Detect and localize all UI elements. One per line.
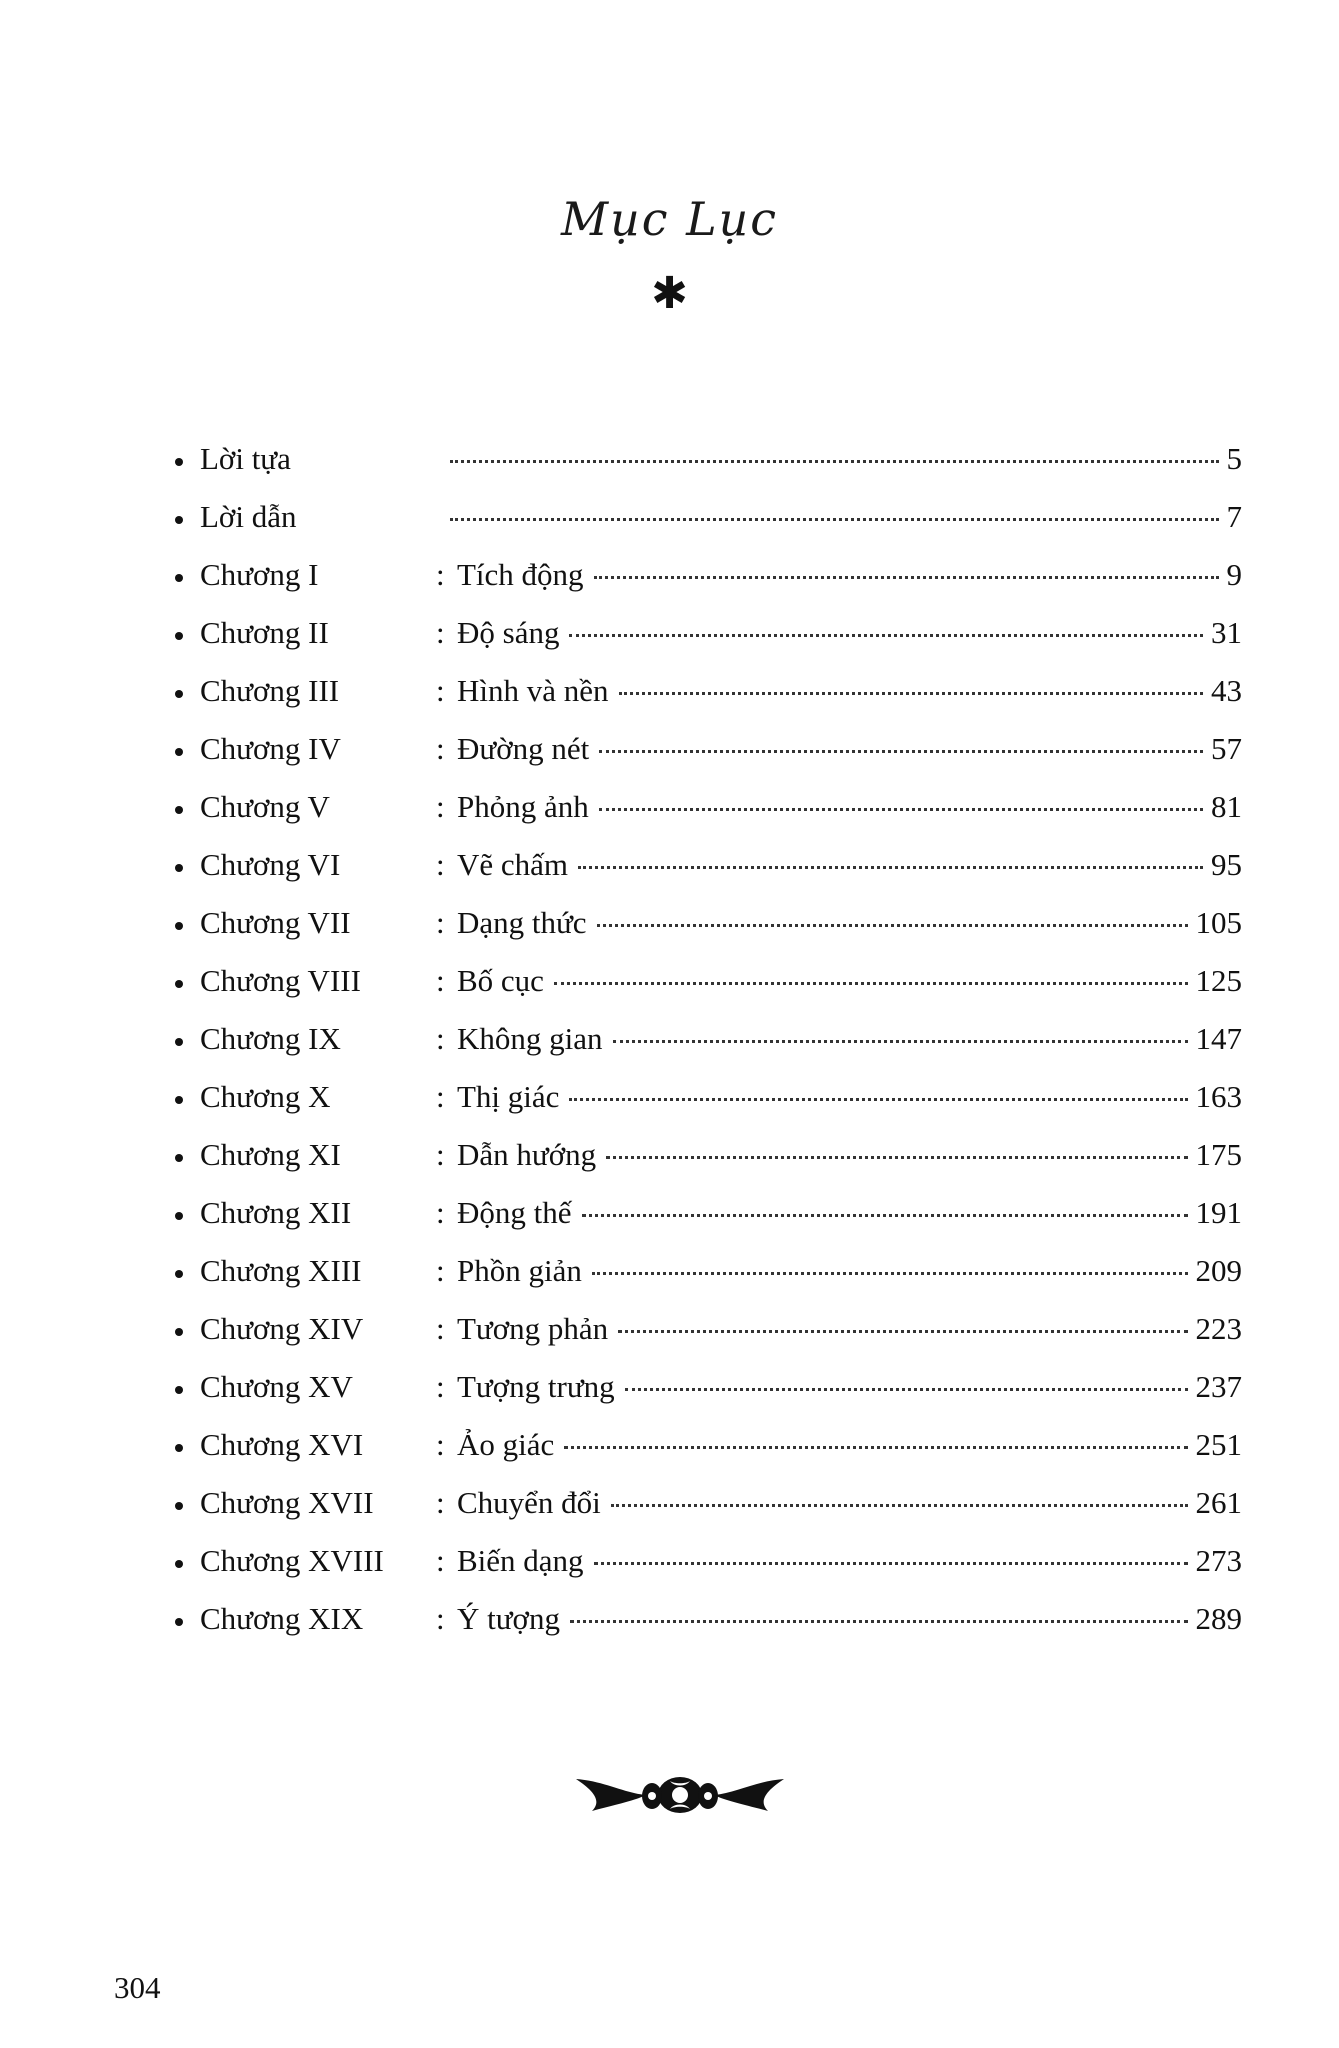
separator-colon: : bbox=[436, 1369, 445, 1404]
section-title: Không gian bbox=[457, 1021, 603, 1056]
chapter-label: Chương XII bbox=[200, 1195, 352, 1230]
chapter-label: Lời tựa bbox=[200, 441, 291, 476]
page-ref: 7 bbox=[1226, 499, 1242, 534]
toc-entry bbox=[170, 1242, 1242, 1300]
section-title: Phỏng ảnh bbox=[457, 789, 589, 824]
bullet-icon bbox=[170, 1590, 188, 1648]
separator-colon: : bbox=[436, 1485, 445, 1520]
toc-entry bbox=[170, 1532, 1242, 1590]
bullet-icon bbox=[170, 604, 188, 662]
dot-leader bbox=[618, 1330, 1187, 1333]
chapter-label: Chương X bbox=[200, 1079, 331, 1114]
page-ref: 147 bbox=[1195, 1021, 1242, 1056]
page-ref: 223 bbox=[1195, 1311, 1242, 1346]
section-title: Ý tượng bbox=[457, 1601, 560, 1636]
chapter-label: Chương I bbox=[200, 557, 319, 592]
bullet-icon bbox=[170, 546, 188, 604]
toc-entry bbox=[170, 1184, 1242, 1242]
chapter-label: Chương XVII bbox=[200, 1485, 374, 1520]
bullet-icon bbox=[170, 488, 188, 546]
section-title: Tương phản bbox=[457, 1311, 609, 1346]
bullet-icon bbox=[170, 778, 188, 836]
toc-entry bbox=[170, 488, 1242, 546]
page-ref: 95 bbox=[1211, 847, 1242, 882]
dot-leader bbox=[613, 1040, 1188, 1043]
section-title: Tượng trưng bbox=[457, 1369, 615, 1404]
page-ref: 163 bbox=[1195, 1079, 1242, 1114]
bullet-icon bbox=[170, 952, 188, 1010]
page-ref: 289 bbox=[1195, 1601, 1242, 1636]
dot-leader bbox=[619, 692, 1203, 695]
dot-leader bbox=[625, 1388, 1188, 1391]
chapter-label: Chương XIII bbox=[200, 1253, 362, 1288]
dot-leader bbox=[450, 460, 1219, 463]
toc-entry bbox=[170, 1474, 1242, 1532]
dot-leader bbox=[597, 924, 1188, 927]
bullet-icon bbox=[170, 720, 188, 778]
separator-colon: : bbox=[436, 731, 445, 766]
dot-leader bbox=[594, 576, 1219, 579]
chapter-label: Chương VIII bbox=[200, 963, 361, 998]
separator-colon: : bbox=[436, 1253, 445, 1288]
page-ref: 31 bbox=[1211, 615, 1242, 650]
chapter-label: Chương III bbox=[200, 673, 340, 708]
separator-colon: : bbox=[436, 1021, 445, 1056]
bullet-icon bbox=[170, 1416, 188, 1474]
chapter-label: Chương XI bbox=[200, 1137, 341, 1172]
toc-entry bbox=[170, 952, 1242, 1010]
page-ref: 191 bbox=[1195, 1195, 1242, 1230]
chapter-label: Chương IV bbox=[200, 731, 341, 766]
page-ref: 57 bbox=[1211, 731, 1242, 766]
chapter-label: Chương XIV bbox=[200, 1311, 364, 1346]
section-title: Dẫn hướng bbox=[457, 1137, 597, 1172]
page-ref: 273 bbox=[1195, 1543, 1242, 1578]
separator-colon: : bbox=[436, 1543, 445, 1578]
chapter-label: Chương XVIII bbox=[200, 1543, 384, 1578]
chapter-label: Chương II bbox=[200, 615, 329, 650]
separator-colon: : bbox=[436, 1601, 445, 1636]
toc-entry bbox=[170, 1126, 1242, 1184]
table-of-contents bbox=[170, 430, 1242, 1648]
toc-entry bbox=[170, 546, 1242, 604]
section-title: Phồn giản bbox=[457, 1253, 582, 1288]
bullet-icon bbox=[170, 662, 188, 720]
page-number: 304 bbox=[114, 1970, 161, 2005]
separator-colon: : bbox=[436, 1079, 445, 1114]
dot-leader bbox=[450, 518, 1219, 521]
toc-entry bbox=[170, 894, 1242, 952]
toc-entry bbox=[170, 1416, 1242, 1474]
toc-entry bbox=[170, 430, 1242, 488]
bullet-icon bbox=[170, 1300, 188, 1358]
toc-entry bbox=[170, 720, 1242, 778]
dot-leader bbox=[569, 634, 1203, 637]
page-ref: 125 bbox=[1195, 963, 1242, 998]
separator-colon: : bbox=[436, 1137, 445, 1172]
section-title: Động thế bbox=[457, 1195, 572, 1230]
toc-entry bbox=[170, 1010, 1242, 1068]
dot-leader bbox=[611, 1504, 1188, 1507]
separator-colon: : bbox=[436, 847, 445, 882]
dot-leader bbox=[592, 1272, 1188, 1275]
bullet-icon bbox=[170, 1126, 188, 1184]
toc-entry bbox=[170, 1358, 1242, 1416]
separator-colon: : bbox=[436, 1195, 445, 1230]
decorative-flourish-icon bbox=[574, 1771, 786, 1819]
bullet-icon bbox=[170, 1242, 188, 1300]
chapter-label: Chương IX bbox=[200, 1021, 341, 1056]
toc-entry bbox=[170, 778, 1242, 836]
page-ref: 105 bbox=[1195, 905, 1242, 940]
section-title: Hình và nền bbox=[457, 673, 609, 708]
bullet-icon bbox=[170, 1010, 188, 1068]
page-title: Mục Lục bbox=[560, 192, 779, 246]
bullet-icon bbox=[170, 430, 188, 488]
section-title: Độ sáng bbox=[457, 615, 560, 650]
section-title: Thị giác bbox=[457, 1079, 560, 1114]
separator-colon: : bbox=[436, 557, 445, 592]
bullet-icon bbox=[170, 836, 188, 894]
toc-entry bbox=[170, 836, 1242, 894]
dot-leader bbox=[606, 1156, 1187, 1159]
toc-entry bbox=[170, 604, 1242, 662]
separator-colon: : bbox=[436, 963, 445, 998]
separator-colon: : bbox=[436, 1427, 445, 1462]
chapter-label: Lời dẫn bbox=[200, 499, 297, 534]
section-title: Bố cục bbox=[457, 963, 544, 998]
toc-entry bbox=[170, 1068, 1242, 1126]
section-title: Tích động bbox=[457, 557, 584, 592]
bullet-icon bbox=[170, 1358, 188, 1416]
page-ref: 81 bbox=[1211, 789, 1242, 824]
dot-leader bbox=[554, 982, 1188, 985]
toc-entry bbox=[170, 1300, 1242, 1358]
page-ref: 237 bbox=[1195, 1369, 1242, 1404]
page-ref: 5 bbox=[1226, 441, 1242, 476]
section-title: Vẽ chấm bbox=[457, 847, 569, 882]
page-ref: 251 bbox=[1195, 1427, 1242, 1462]
page-ref: 9 bbox=[1226, 557, 1242, 592]
section-title: Dạng thức bbox=[457, 905, 587, 940]
toc-entry bbox=[170, 1590, 1242, 1648]
toc-entry bbox=[170, 662, 1242, 720]
separator-colon: : bbox=[436, 905, 445, 940]
dot-leader bbox=[594, 1562, 1188, 1565]
chapter-label: Chương XIX bbox=[200, 1601, 364, 1636]
dot-leader bbox=[578, 866, 1203, 869]
dot-leader bbox=[582, 1214, 1188, 1217]
chapter-label: Chương VI bbox=[200, 847, 341, 882]
bullet-icon bbox=[170, 1068, 188, 1126]
chapter-label: Chương XV bbox=[200, 1369, 353, 1404]
section-title: Biến dạng bbox=[457, 1543, 584, 1578]
page-ref: 175 bbox=[1195, 1137, 1242, 1172]
chapter-label: Chương VII bbox=[200, 905, 351, 940]
bullet-icon bbox=[170, 1184, 188, 1242]
separator-colon: : bbox=[436, 789, 445, 824]
dot-leader bbox=[569, 1098, 1187, 1101]
separator-colon: : bbox=[436, 615, 445, 650]
separator-colon: : bbox=[436, 673, 445, 708]
page-ref: 261 bbox=[1195, 1485, 1242, 1520]
dot-leader bbox=[564, 1446, 1187, 1449]
page-ref: 43 bbox=[1211, 673, 1242, 708]
section-title: Đường nét bbox=[457, 731, 590, 766]
dot-leader bbox=[599, 808, 1203, 811]
page-ref: 209 bbox=[1195, 1253, 1242, 1288]
separator-colon: : bbox=[436, 1311, 445, 1346]
bullet-icon bbox=[170, 894, 188, 952]
dot-leader bbox=[570, 1620, 1188, 1623]
bullet-icon bbox=[170, 1474, 188, 1532]
dot-leader bbox=[599, 750, 1203, 753]
section-title: Chuyển đổi bbox=[457, 1485, 601, 1520]
section-title: Ảo giác bbox=[457, 1427, 555, 1462]
chapter-label: Chương V bbox=[200, 789, 330, 824]
chapter-label: Chương XVI bbox=[200, 1427, 364, 1462]
bullet-icon bbox=[170, 1532, 188, 1590]
asterisk-ornament-icon: ✱ bbox=[651, 268, 688, 319]
